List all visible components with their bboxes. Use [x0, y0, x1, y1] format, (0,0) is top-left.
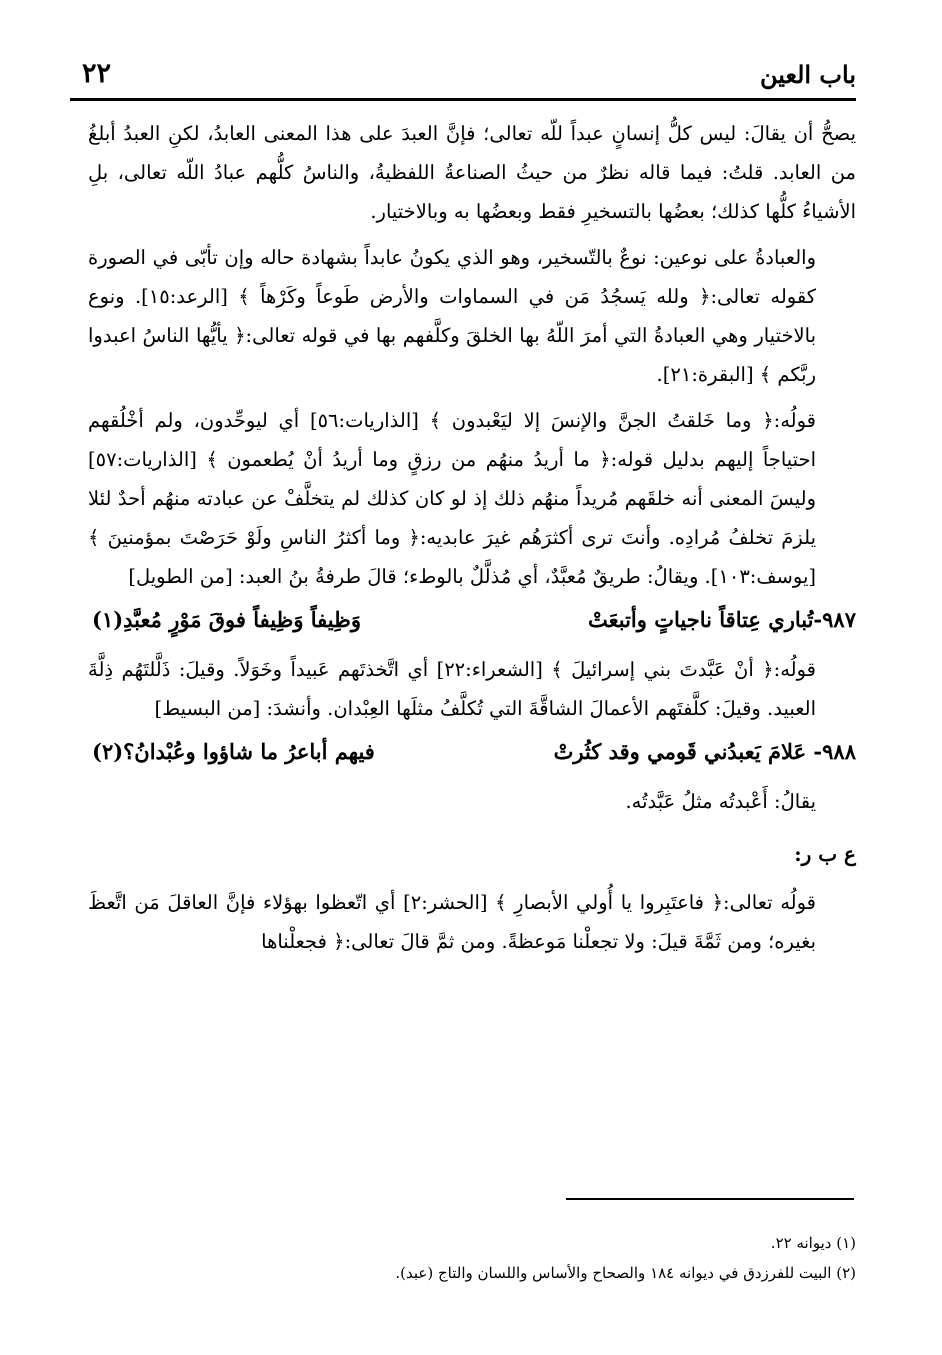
main-text	[88, 114, 856, 968]
footnote-rule	[566, 1198, 854, 1200]
footnotes	[88, 1228, 856, 1288]
footnote-1: (١) ديوانه ٢٢.	[770, 1234, 856, 1252]
paragraph-2: والعبادةُ على نوعين: نوعٌ بالتّسخير، وهو الذي يكونُ عابداً بشهادة حاله وإن تأبّى في الصورة كقوله تعالى:﴿ ولله يَسجُدُ مَن في السماوات والأرض طَوعاً وكَرْهاً ﴾ [الرعد:١٥]. ونوع بالاختيار وهي العبادةُ التي أمرَ اللّهُ بها الخلقَ وكلَّفهم بها في قوله تعالى:﴿ يأيُّها الناسُ اعبدوا ربَّكم ﴾ [البقرة:٢١].	[88, 246, 816, 386]
paragraph-3: قولُه:﴿ وما خَلقتُ الجنَّ والإنسَ إلا ليَعْبدون ﴾ [الذاريات:٥٦] أي ليوحِّدون، ولم أخْلُقهم احتياجاً إليهم بدليل قوله:﴿ ما أريدُ منهُم من رزقٍ وما أريدُ أنْ يُطعمون ﴾ [الذاريات:٥٧] وليسَ المعنى أنه خلقَهم مُريداً منهُم ذلك إذ لو كان كذلك لم يتخلَّفْ عن عبادته منهُم أحدٌ لئلا يلزمَ تخلفُ مُرادِه. وأنتَ ترى أكثرَهُم غيرَ عابديه:﴿ وما أكثرُ الناسِ ولَوْ حَرَصْتَ بمؤمنينَ ﴾ [يوسف:١٠٣]. ويقالُ: طريقٌ مُعبَّدٌ، أي مُذلَّلٌ بالوطء؛ قالَ طرفةُ بنُ العبد: [من الطويل]	[88, 409, 816, 588]
paragraph-6: قولُه تعالى:﴿ فاعتَبِروا يا أُولي الأبصارِ ﴾ [الحشر:٢] أي اتّعظوا بهؤلاء فإنَّ العاقلَ مَن اتَّعظَ بغيره؛ ومن ثَمَّةَ قيلَ: ولا تجعلْنا مَوعظةً. ومن ثمَّ قالَ تعالى:﴿ فجعلْناها	[88, 891, 816, 953]
verse-987-second-hemistich: وَظِيفاً وَظِيفاً فوقَ مَوْرٍ مُعبَّدِ(١)	[92, 607, 361, 632]
paragraph-1: يصحُّ أن يقالَ: ليس كلُّ إنسانٍ عبداً للّه تعالى؛ فإنَّ العبدَ على هذا المعنى العابدُ، لكنِ العبدُ أبلغُ من العابد. قلتُ: فيما قاله نظرٌ من حيثُ الصناعةُ اللفظيةُ، والناسُ كلُّهم عبادُ اللّه تعالى، بلِ الأشياءُ كلُّها كذلك؛ بعضُها بالتسخيرِ فقط وبعضُها به وبالاختيار.	[88, 122, 856, 223]
paragraph-4: قولُه:﴿ أنْ عَبَّدتَ بني إسرائيلَ ﴾ [الشعراء:٢٢] أي اتَّخذتَهم عَبيداً وخَوَلاً. وقيلَ: ذَلَّلتَهُم ذِلَّةَ العبيد. وقيلَ: كلَّفتَهم الأعمالَ الشاقَّةَ التي تُكلَّفُ مثلَها العِبْدان. وأنشدَ: [من البسيط]	[88, 658, 816, 720]
verse-988	[88, 735, 856, 780]
verse-988-first-hemistich: ٩٨٨- عَلامَ يَعبدُني قَومي وقد كثُرتْ	[553, 739, 856, 764]
verse-987-first-hemistich: ٩٨٧-تُباري عِتاقاً ناجياتٍ وأتبعَتْ	[588, 607, 856, 632]
chapter-title: باب العين	[759, 60, 856, 89]
footnote-2: (٢) البيت للفرزدق في ديوانه ١٨٤ والصحاح والأساس واللسان والتاج (عبد).	[395, 1264, 856, 1282]
header-rule	[70, 98, 856, 101]
verse-987	[88, 603, 856, 648]
running-header	[70, 52, 856, 98]
verse-988-second-hemistich: فيهم أباعرُ ما شاؤوا وعُبْدانُ؟(٢)	[92, 739, 375, 764]
root-heading: ع ب ر:	[794, 842, 856, 866]
paragraph-5: يقالُ: أَعْبدتُه مثلُ عَبَّدتُه.	[625, 790, 816, 813]
page-number: ٢٢	[82, 58, 112, 89]
